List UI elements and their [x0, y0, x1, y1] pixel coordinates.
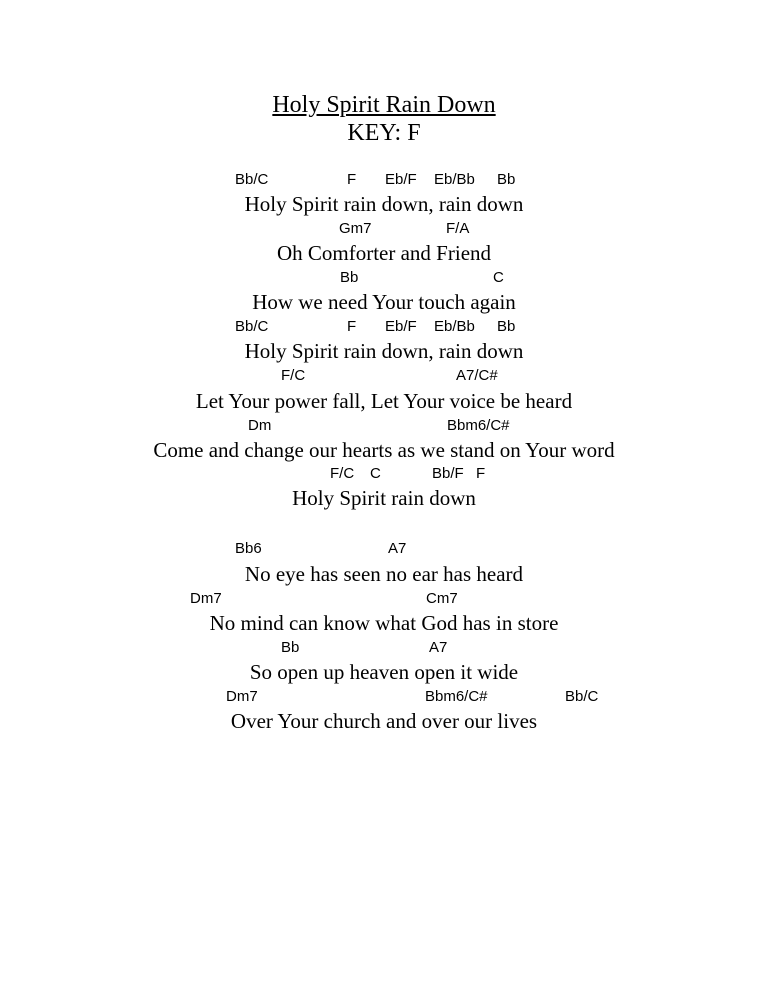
- chord: A7: [388, 540, 407, 557]
- lyric-line: Come and change our hearts as we stand on Your word: [153, 438, 615, 462]
- chord: F: [476, 465, 486, 482]
- chord: F/C: [330, 465, 355, 482]
- chord: Bb: [340, 269, 359, 286]
- chord: F/C: [281, 367, 306, 384]
- chord: Bb/C: [565, 688, 599, 705]
- chord: Eb/F: [385, 171, 417, 188]
- chord: Dm: [248, 417, 272, 434]
- lyric-line: No mind can know what God has in store: [209, 611, 559, 635]
- chord: Bb: [281, 639, 300, 656]
- chord: Bbm6/C#: [425, 688, 488, 705]
- chord: Eb/Bb: [434, 171, 475, 188]
- chord: C: [370, 465, 381, 482]
- chord: Bb6: [235, 540, 262, 557]
- chord: Dm7: [226, 688, 258, 705]
- chord: A7: [429, 639, 448, 656]
- chord: F/A: [446, 220, 470, 237]
- chord: F: [347, 318, 357, 335]
- chord: F: [347, 171, 357, 188]
- song-key: KEY: F: [347, 120, 421, 146]
- lyric-line: Let Your power fall, Let Your voice be heard: [195, 389, 573, 413]
- chord: Cm7: [426, 590, 458, 607]
- chord: Bb: [497, 318, 516, 335]
- chord: A7/C#: [456, 367, 498, 384]
- song-title: Holy Spirit Rain Down: [272, 92, 496, 118]
- lyric-line: Holy Spirit rain down: [292, 486, 476, 510]
- chord: C: [493, 269, 504, 286]
- chord: Gm7: [339, 220, 372, 237]
- chord: Bb/C: [235, 171, 269, 188]
- lyric-line: Oh Comforter and Friend: [276, 241, 492, 265]
- chord: Dm7: [190, 590, 222, 607]
- chord: Bb/C: [235, 318, 269, 335]
- lyric-line: Holy Spirit rain down, rain down: [244, 339, 524, 363]
- lyric-line: Over Your church and over our lives: [230, 709, 538, 733]
- chord: Eb/F: [385, 318, 417, 335]
- lyric-line: So open up heaven open it wide: [249, 660, 519, 684]
- lyric-line: How we need Your touch again: [252, 290, 516, 314]
- chord: Eb/Bb: [434, 318, 475, 335]
- lyric-line: No eye has seen no ear has heard: [244, 562, 524, 586]
- chord: Bb/F: [432, 465, 464, 482]
- chord: Bbm6/C#: [447, 417, 510, 434]
- lyric-line: Holy Spirit rain down, rain down: [244, 192, 524, 216]
- chord: Bb: [497, 171, 516, 188]
